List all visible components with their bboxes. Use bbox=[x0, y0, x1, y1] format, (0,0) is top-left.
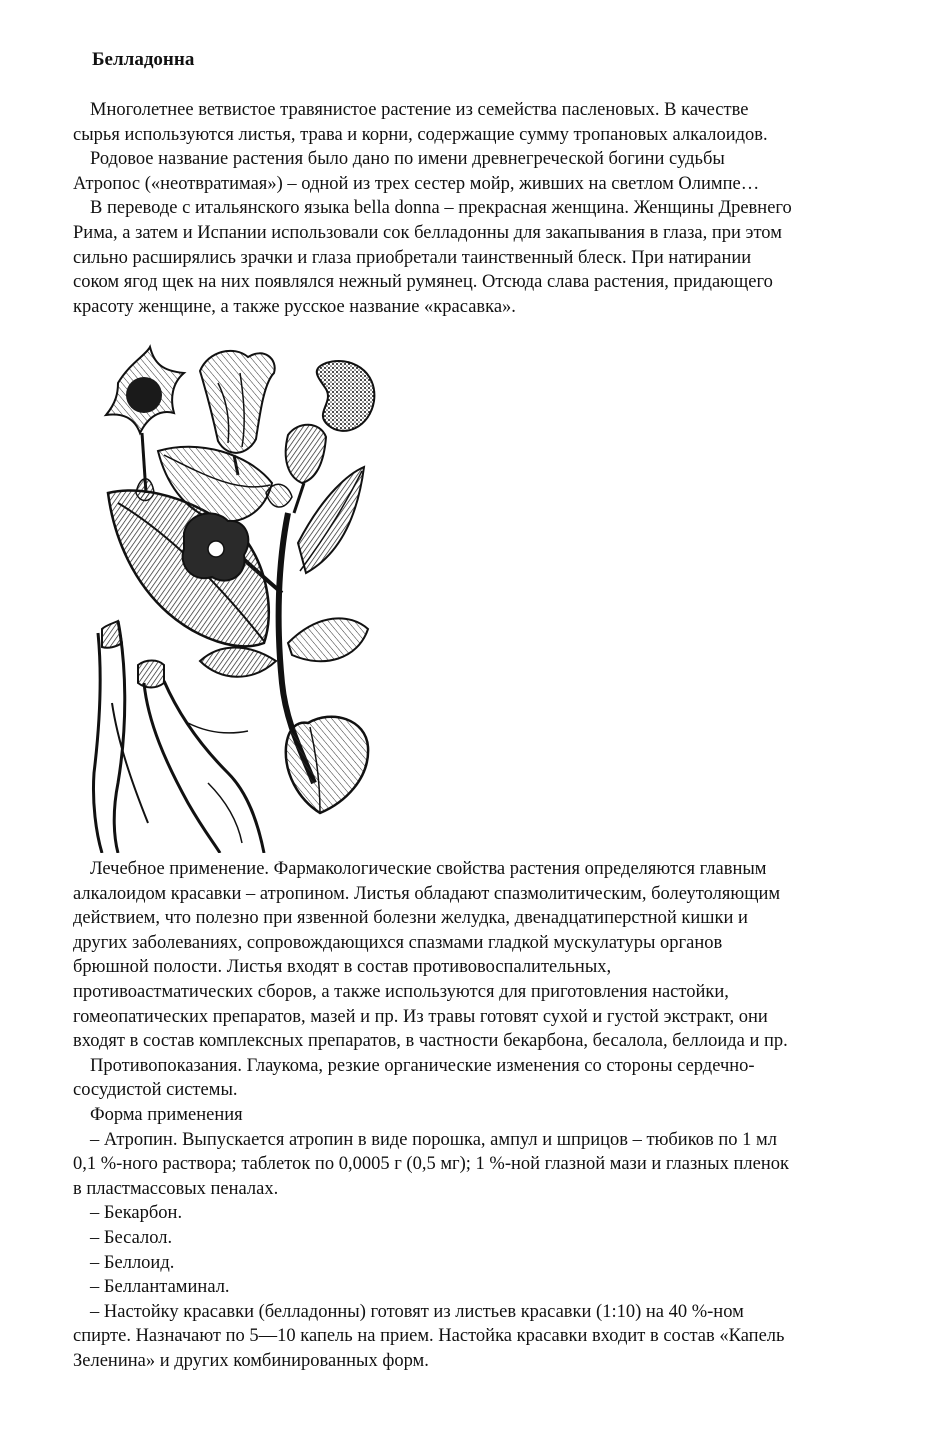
text-line: Зеленина» и других комбинированных форм. bbox=[73, 1350, 429, 1371]
text-line: – Бекарбон. bbox=[90, 1203, 183, 1224]
text-line: сосудистой системы. bbox=[73, 1080, 238, 1101]
text-line: действием, что полезно при язвенной болезни желудка, двенадцатиперстной кишки и bbox=[73, 908, 748, 929]
text-line: – Бесалол. bbox=[90, 1227, 173, 1248]
text-line: других заболеваниях, сопровождающихся спазмами гладкой мускулатуры органов bbox=[73, 932, 723, 953]
text-line: сильно расширялись зрачки и глаза приобретали таинственный блеск. При натирании bbox=[73, 247, 752, 268]
text-line: красоту женщине, а также русское название «красавка». bbox=[73, 296, 516, 317]
text-line: гомеопатических препаратов, мазей и пр. Из травы готовят сухой и густой экстракт, они bbox=[73, 1006, 768, 1027]
intro-paragraphs bbox=[73, 98, 913, 319]
text-line: алкалоидом красавки – атропином. Листья обладают спазмолитическим, болеутоляющим bbox=[73, 883, 781, 904]
text-line: Многолетнее ветвистое травянистое растение из семейства пасленовых. В качестве bbox=[90, 100, 749, 120]
text-line: Атропос («неотвратимая») – одной из трех сестер мойр, живших на светлом Олимпе… bbox=[73, 173, 760, 194]
text-line: – Беллоид. bbox=[90, 1252, 175, 1273]
page-title: Белладонна bbox=[92, 49, 195, 70]
text-line: в пластмассовых пеналах. bbox=[73, 1178, 279, 1199]
text-line: – Беллантаминал. bbox=[90, 1277, 230, 1298]
text-line: противоастматических сборов, а также используются для приготовления настойки, bbox=[73, 981, 729, 1002]
text-line: брюшной полости. Листья входят в состав противовоспалительных, bbox=[73, 957, 612, 978]
text-line: Лечебное применение. Фармакологические свойства растения определяются главным bbox=[90, 859, 767, 879]
text-line: Родовое название растения было дано по имени древнегреческой богини судьбы bbox=[90, 149, 725, 170]
text-line: 0,1 %-ного раствора; таблеток по 0,0005 г (0,5 мг); 1 %-ной глазной мази и глазных пленок bbox=[73, 1154, 789, 1175]
text-line: сырья используются листья, трава и корни, содержащие сумму тропановых алкалоидов. bbox=[73, 124, 768, 145]
text-line: Противопоказания. Глаукома, резкие органические изменения со стороны сердечно- bbox=[90, 1055, 755, 1076]
text-line: В переводе с итальянского языка bella donna – прекрасная женщина. Женщины Древнего bbox=[90, 198, 792, 219]
belladonna-plant-engraving-icon bbox=[88, 343, 388, 853]
text-line: соком ягод щек на них появлялся нежный румянец. Отсюда слава растения, придающего bbox=[73, 272, 773, 293]
text-line: Форма применения bbox=[90, 1104, 243, 1125]
text-line: – Настойку красавки (белладонны) готовят из листьев красавки (1:10) на 40 %-ном bbox=[90, 1301, 744, 1322]
text-line: – Атропин. Выпускается атропин в виде порошка, ампул и шприцов – тюбиков по 1 мл bbox=[90, 1129, 777, 1150]
text-line: входят в состав комплексных препаратов, в частности бекарбона, бесалола, беллоида и пр. bbox=[73, 1031, 788, 1052]
text-line: Рима, а затем и Испании использовали сок белладонны для закапывания в глаза, при этом bbox=[73, 222, 782, 243]
text-line: спирте. Назначают по 5—10 капель на прием. Настойка красавки входит в состав «Капель bbox=[73, 1326, 785, 1347]
body-paragraphs bbox=[73, 857, 913, 1373]
